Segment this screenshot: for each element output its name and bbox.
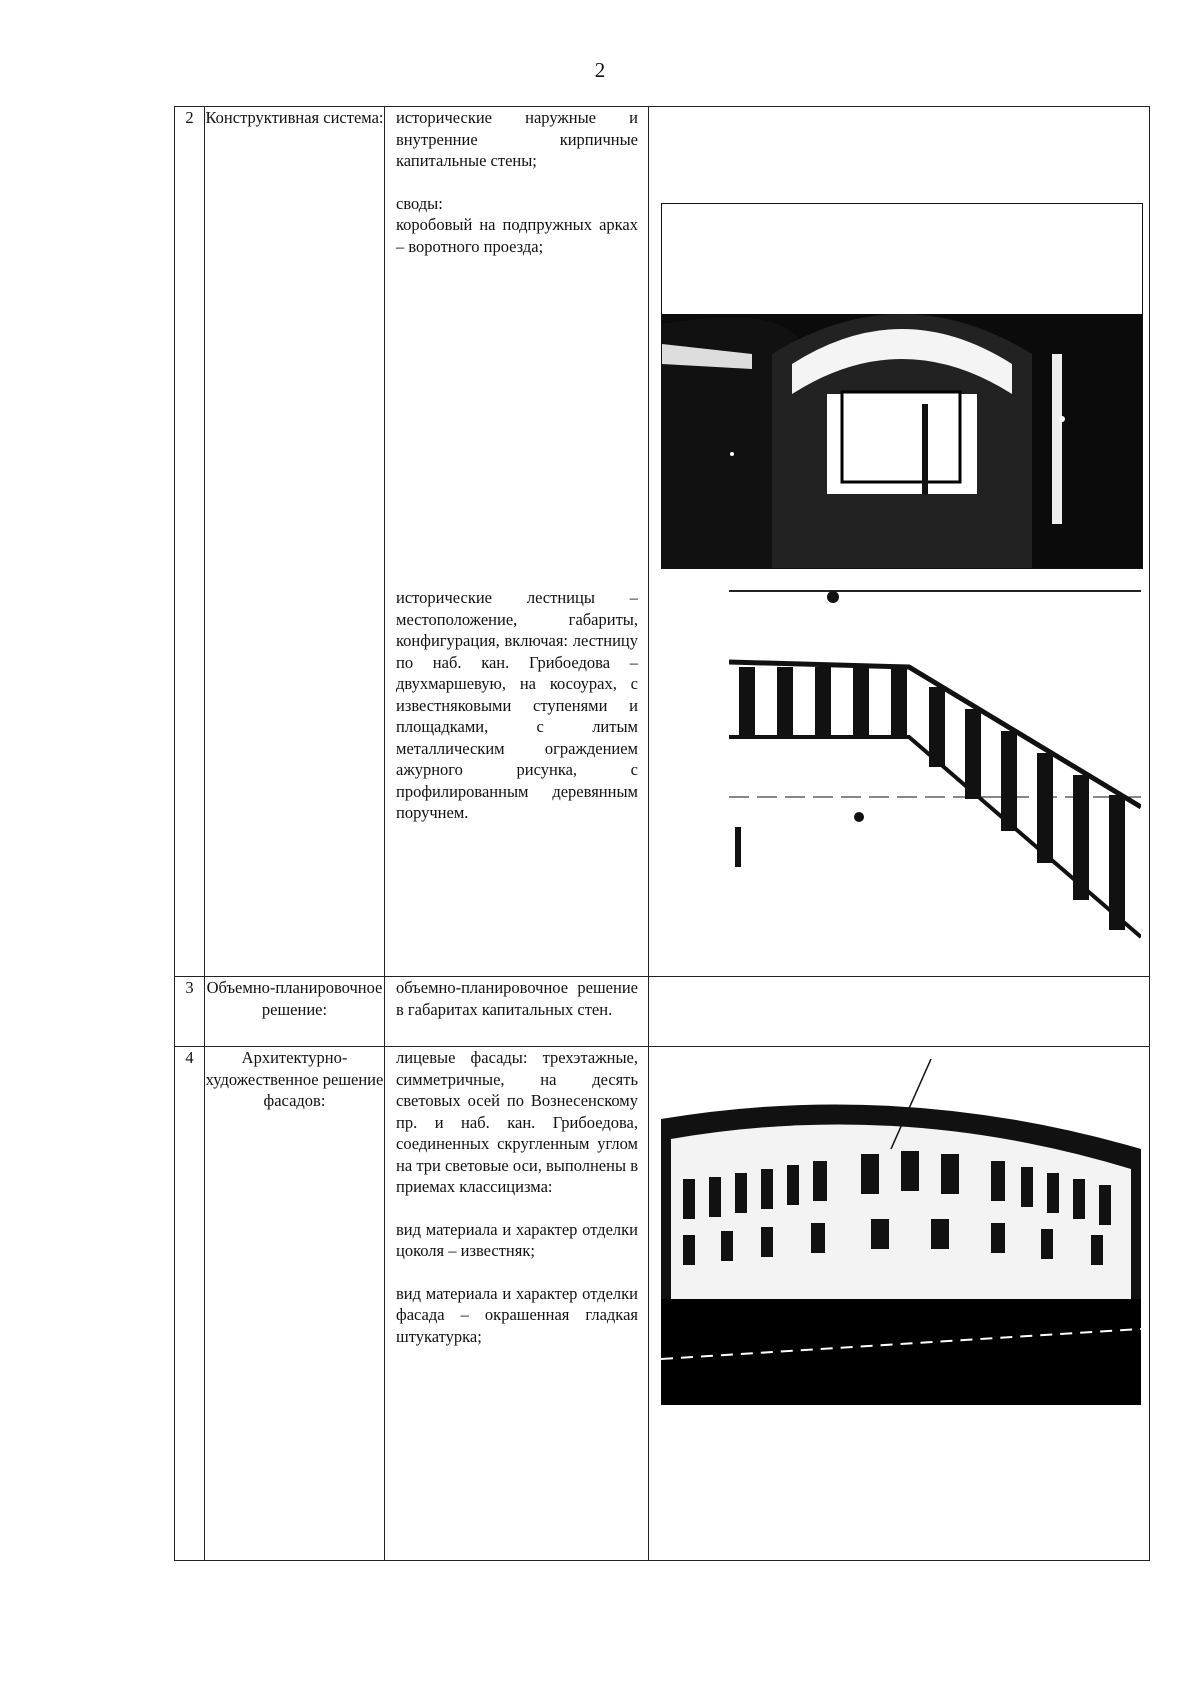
paragraph-facades: лицевые фасады: трехэтажные, симметричные, на десять световых осей по Вознесенскому пр. и наб. кан. Грибоедова, соединенных скругленным углом на три световые оси, выполнены в приемах классицизма: bbox=[396, 1048, 638, 1196]
row-number: 3 bbox=[175, 977, 205, 1047]
row-description bbox=[385, 1047, 649, 1561]
vaulted-gate-passage-photo bbox=[661, 203, 1143, 569]
row-images bbox=[649, 1047, 1150, 1561]
row-description bbox=[385, 977, 649, 1047]
row-category: Конструктивная система: bbox=[205, 107, 385, 977]
table-row bbox=[175, 977, 1150, 1047]
row-number: 2 bbox=[175, 107, 205, 977]
row-category: Архитектурно-художественное решение фасадов: bbox=[205, 1047, 385, 1561]
row-images bbox=[649, 977, 1150, 1047]
paragraph-vaults: своды: коробовый на подпружных арках – воротного проезда; bbox=[396, 193, 638, 256]
row-number: 4 bbox=[175, 1047, 205, 1561]
paragraph-planning: объемно-планировочное решение в габаритах капитальных стен. bbox=[396, 978, 638, 1019]
paragraph-plaster: вид материала и характер отделки фасада – окрашенная гладкая штукатурка; bbox=[396, 1283, 638, 1346]
heritage-table bbox=[174, 106, 1150, 1561]
paragraph-walls: исторические наружные и внутренние кирпичные капитальные стены; bbox=[396, 108, 638, 170]
row-description bbox=[385, 107, 649, 977]
staircase-railing-photo bbox=[729, 587, 1141, 947]
table-row bbox=[175, 1047, 1150, 1561]
page-number: 2 bbox=[594, 58, 606, 82]
row-category: Объемно-планировочное решение: bbox=[205, 977, 385, 1047]
building-facade-photo bbox=[661, 1059, 1141, 1405]
paragraph-plinth: вид материала и характер отделки цоколя – известняк; bbox=[396, 1219, 638, 1260]
table-row bbox=[175, 107, 1150, 977]
paragraph-staircase: исторические лестницы – местоположение, габариты, конфигурация, включая: лестницу по наб. кан. Грибоедова – двухмаршевую, на косоурах, с известняковыми ступенями и площадками, с литым металлическим ограждением ажурного рисунка, с профилированным деревянным поручнем. bbox=[396, 588, 638, 822]
row-images bbox=[649, 107, 1150, 977]
